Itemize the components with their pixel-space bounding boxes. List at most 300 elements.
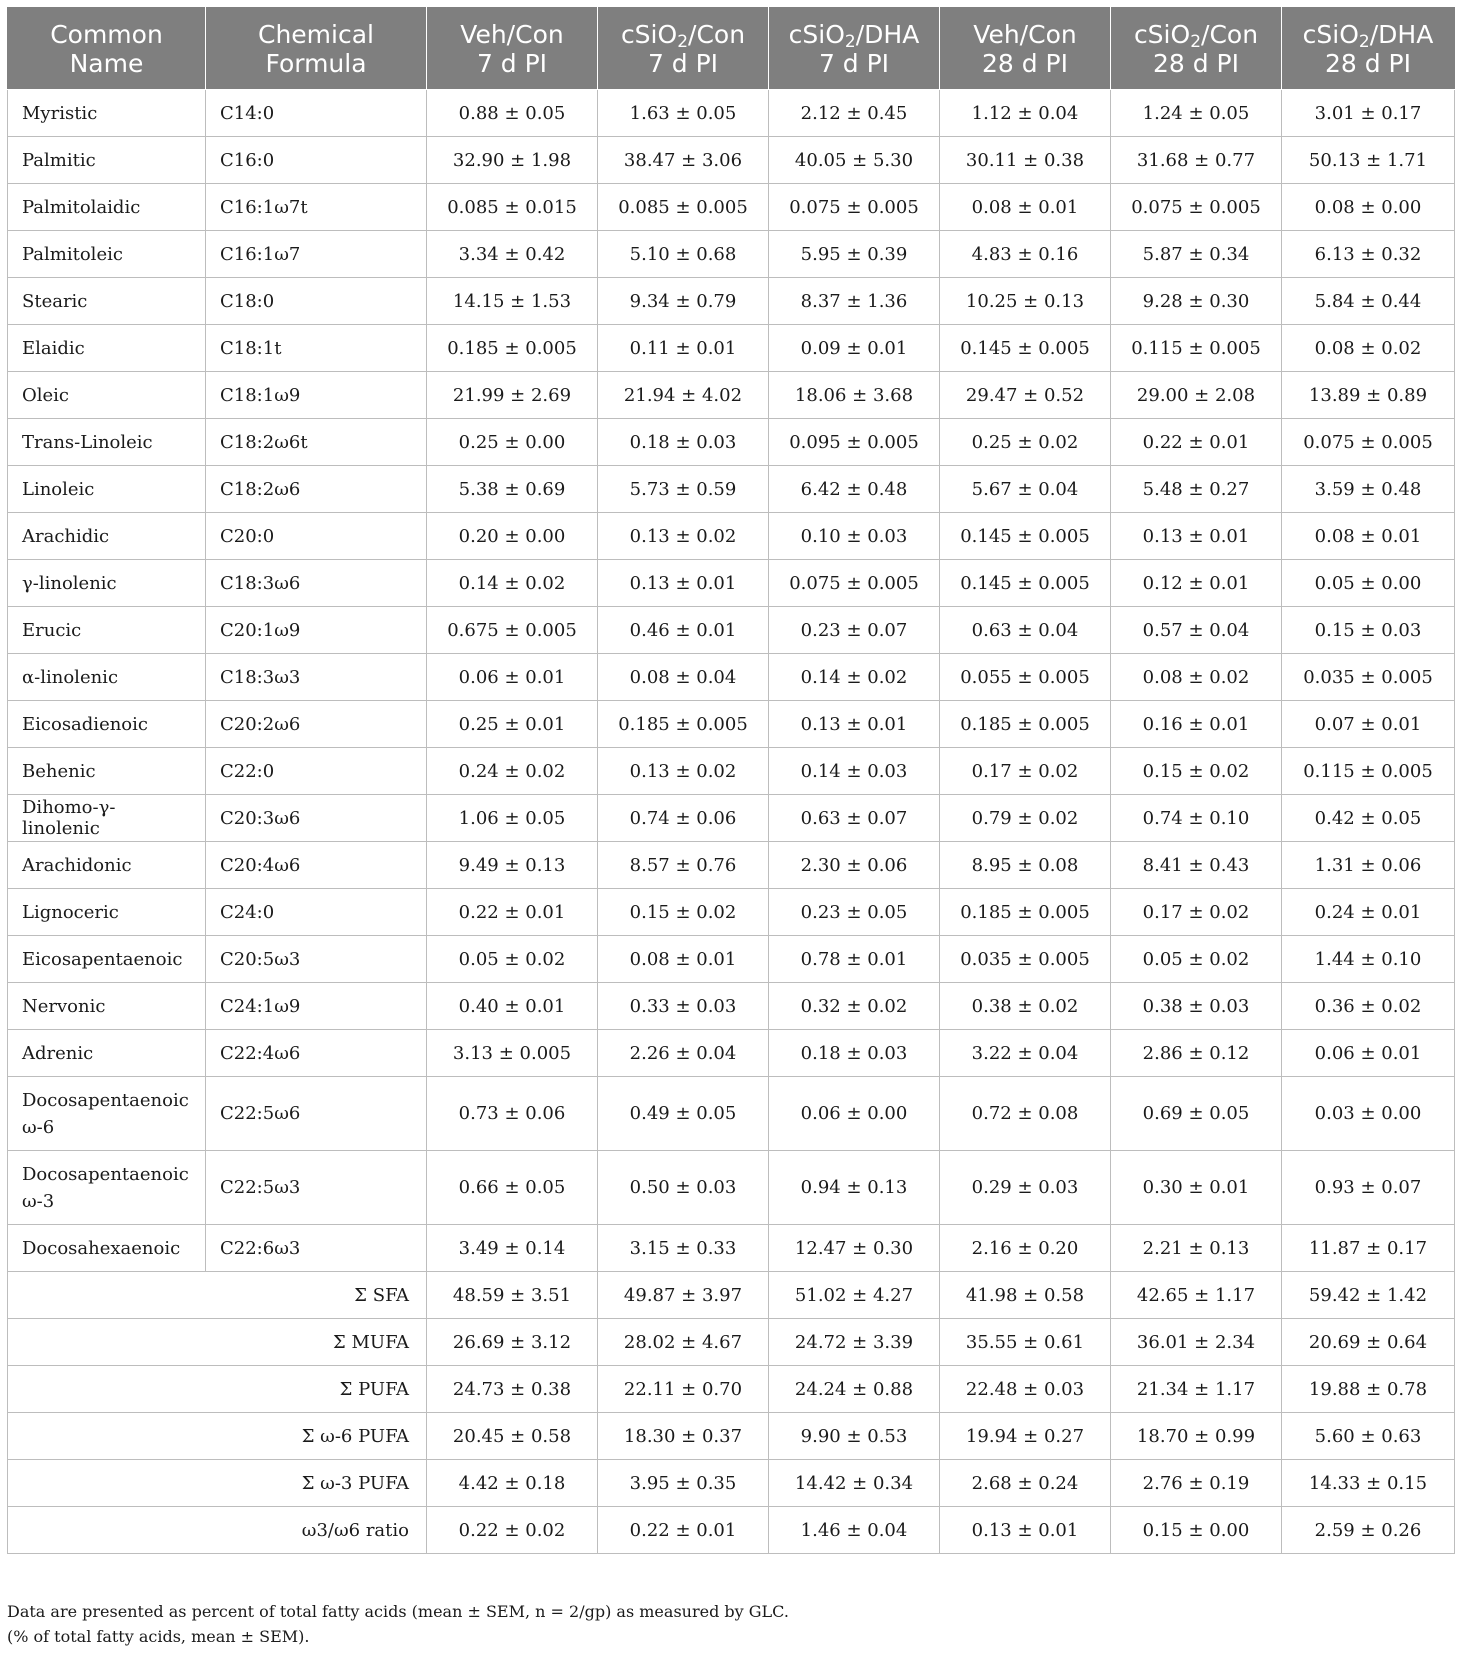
common-name-cell: Lignoceric: [8, 889, 206, 936]
header-line: Veh/Con: [973, 19, 1077, 49]
value-cell: 0.075 ± 0.005: [769, 560, 940, 607]
value-cell: 0.14 ± 0.02: [427, 560, 598, 607]
value-cell: 0.11 ± 0.01: [598, 325, 769, 372]
value-cell: 0.50 ± 0.03: [598, 1151, 769, 1225]
header-line: /DHA: [855, 19, 920, 49]
common-name-cell: Linoleic: [8, 466, 206, 513]
chemical-formula-cell: C22:5ω3: [206, 1151, 427, 1225]
table-body: [8, 90, 1455, 1554]
value-cell: 19.88 ± 0.78: [1282, 1366, 1455, 1413]
value-cell: 0.40 ± 0.01: [427, 983, 598, 1030]
value-cell: 5.67 ± 0.04: [940, 466, 1111, 513]
common-name-cell: Stearic: [8, 278, 206, 325]
table-header-row: [8, 8, 1455, 90]
value-cell: 12.47 ± 0.30: [769, 1225, 940, 1272]
value-cell: 5.48 ± 0.27: [1111, 466, 1282, 513]
table-row: [8, 419, 1455, 466]
value-cell: 0.145 ± 0.005: [940, 560, 1111, 607]
common-name-cell: Dihomo-γ-linolenic: [8, 795, 206, 842]
summary-label-cell: ω3/ω6 ratio: [8, 1507, 427, 1554]
table-row: [8, 1077, 1455, 1151]
value-cell: 0.095 ± 0.005: [769, 419, 940, 466]
value-cell: 0.38 ± 0.03: [1111, 983, 1282, 1030]
header-subscript: 2: [677, 31, 689, 52]
value-cell: 5.95 ± 0.39: [769, 231, 940, 278]
header-line: 28 d PI: [1152, 48, 1240, 78]
value-cell: 36.01 ± 2.34: [1111, 1319, 1282, 1366]
value-cell: 0.145 ± 0.005: [940, 513, 1111, 560]
value-cell: 0.08 ± 0.02: [1282, 325, 1455, 372]
value-cell: 0.14 ± 0.03: [769, 748, 940, 795]
value-cell: 0.36 ± 0.02: [1282, 983, 1455, 1030]
value-cell: 0.14 ± 0.02: [769, 654, 940, 701]
value-cell: 18.06 ± 3.68: [769, 372, 940, 419]
common-name-cell: Adrenic: [8, 1030, 206, 1077]
common-name-cell: Trans-Linoleic: [8, 419, 206, 466]
chemical-formula-cell: C20:3ω6: [206, 795, 427, 842]
value-cell: 0.17 ± 0.02: [1111, 889, 1282, 936]
value-cell: 0.185 ± 0.005: [940, 889, 1111, 936]
value-cell: 0.69 ± 0.05: [1111, 1077, 1282, 1151]
value-cell: 0.23 ± 0.05: [769, 889, 940, 936]
header-line: cSiO: [620, 19, 678, 49]
value-cell: 41.98 ± 0.58: [940, 1272, 1111, 1319]
table-row: [8, 278, 1455, 325]
value-cell: 10.25 ± 0.13: [940, 278, 1111, 325]
value-cell: 0.085 ± 0.005: [598, 184, 769, 231]
chemical-formula-cell: C18:2ω6t: [206, 419, 427, 466]
value-cell: 3.01 ± 0.17: [1282, 90, 1455, 137]
value-cell: 3.59 ± 0.48: [1282, 466, 1455, 513]
value-cell: 18.30 ± 0.37: [598, 1413, 769, 1460]
header-veh-con-7d: [427, 8, 598, 90]
value-cell: 0.20 ± 0.00: [427, 513, 598, 560]
value-cell: 2.59 ± 0.26: [1282, 1507, 1455, 1554]
value-cell: 0.22 ± 0.01: [598, 1507, 769, 1554]
value-cell: 0.115 ± 0.005: [1282, 748, 1455, 795]
value-cell: 0.25 ± 0.00: [427, 419, 598, 466]
chemical-formula-cell: C16:1ω7t: [206, 184, 427, 231]
value-cell: 0.46 ± 0.01: [598, 607, 769, 654]
value-cell: 0.63 ± 0.04: [940, 607, 1111, 654]
value-cell: 1.31 ± 0.06: [1282, 842, 1455, 889]
value-cell: 0.17 ± 0.02: [940, 748, 1111, 795]
chemical-formula-cell: C18:0: [206, 278, 427, 325]
value-cell: 0.57 ± 0.04: [1111, 607, 1282, 654]
value-cell: 0.06 ± 0.01: [427, 654, 598, 701]
value-cell: 3.95 ± 0.35: [598, 1460, 769, 1507]
table-footnotes: [7, 1599, 1454, 1649]
chemical-formula-cell: C20:5ω3: [206, 936, 427, 983]
chemical-formula-cell: C18:2ω6: [206, 466, 427, 513]
table-row: [8, 137, 1455, 184]
value-cell: 4.83 ± 0.16: [940, 231, 1111, 278]
header-line: /DHA: [1369, 19, 1434, 49]
value-cell: 0.73 ± 0.06: [427, 1077, 598, 1151]
common-name-cell: Arachidic: [8, 513, 206, 560]
value-cell: 0.05 ± 0.02: [427, 936, 598, 983]
summary-label-cell: Σ PUFA: [8, 1366, 427, 1413]
value-cell: 21.34 ± 1.17: [1111, 1366, 1282, 1413]
value-cell: 1.12 ± 0.04: [940, 90, 1111, 137]
chemical-formula-cell: C20:0: [206, 513, 427, 560]
value-cell: 0.09 ± 0.01: [769, 325, 940, 372]
value-cell: 30.11 ± 0.38: [940, 137, 1111, 184]
table-row: [8, 372, 1455, 419]
chemical-formula-cell: C14:0: [206, 90, 427, 137]
value-cell: 0.15 ± 0.00: [1111, 1507, 1282, 1554]
header-line: 7 d PI: [818, 48, 890, 78]
table-row: [8, 560, 1455, 607]
value-cell: 24.72 ± 3.39: [769, 1319, 940, 1366]
common-name-cell: Palmitic: [8, 137, 206, 184]
value-cell: 0.06 ± 0.00: [769, 1077, 940, 1151]
common-name-cell: Docosahexaenoic: [8, 1225, 206, 1272]
footnote: Data are presented as percent of total fatty acids (mean ± SEM, n = 2/gp) as measured by GLC.: [7, 1602, 789, 1621]
value-cell: 0.185 ± 0.005: [940, 701, 1111, 748]
value-cell: 20.45 ± 0.58: [427, 1413, 598, 1460]
header-line: cSiO: [1302, 19, 1359, 49]
table-row: [8, 748, 1455, 795]
summary-label-cell: Σ SFA: [8, 1272, 427, 1319]
value-cell: 6.13 ± 0.32: [1282, 231, 1455, 278]
value-cell: 0.13 ± 0.02: [598, 748, 769, 795]
header-line: 28 d PI: [981, 48, 1069, 78]
header-csio2-dha-28d: [1282, 8, 1455, 90]
header-csio2-dha-7d: [769, 8, 940, 90]
chemical-formula-cell: C22:6ω3: [206, 1225, 427, 1272]
value-cell: 0.13 ± 0.02: [598, 513, 769, 560]
value-cell: 21.99 ± 2.69: [427, 372, 598, 419]
summary-label-cell: Σ MUFA: [8, 1319, 427, 1366]
value-cell: 0.22 ± 0.01: [1111, 419, 1282, 466]
chemical-formula-cell: C18:1ω9: [206, 372, 427, 419]
value-cell: 0.16 ± 0.01: [1111, 701, 1282, 748]
value-cell: 0.145 ± 0.005: [940, 325, 1111, 372]
value-cell: 0.25 ± 0.01: [427, 701, 598, 748]
common-name-cell: γ-linolenic: [8, 560, 206, 607]
value-cell: 0.035 ± 0.005: [940, 936, 1111, 983]
value-cell: 0.79 ± 0.02: [940, 795, 1111, 842]
value-cell: 0.22 ± 0.02: [427, 1507, 598, 1554]
value-cell: 2.16 ± 0.20: [940, 1225, 1111, 1272]
value-cell: 29.47 ± 0.52: [940, 372, 1111, 419]
value-cell: 5.38 ± 0.69: [427, 466, 598, 513]
value-cell: 29.00 ± 2.08: [1111, 372, 1282, 419]
chemical-formula-cell: C24:1ω9: [206, 983, 427, 1030]
value-cell: 1.06 ± 0.05: [427, 795, 598, 842]
value-cell: 0.24 ± 0.01: [1282, 889, 1455, 936]
header-subscript: 2: [1190, 31, 1202, 52]
value-cell: 0.66 ± 0.05: [427, 1151, 598, 1225]
value-cell: 59.42 ± 1.42: [1282, 1272, 1455, 1319]
value-cell: 0.33 ± 0.03: [598, 983, 769, 1030]
table-row: [8, 90, 1455, 137]
summary-row: [8, 1366, 1455, 1413]
header-line: 7 d PI: [476, 48, 548, 78]
value-cell: 0.13 ± 0.01: [1111, 513, 1282, 560]
value-cell: 0.38 ± 0.02: [940, 983, 1111, 1030]
value-cell: 3.13 ± 0.005: [427, 1030, 598, 1077]
value-cell: 0.78 ± 0.01: [769, 936, 940, 983]
value-cell: 0.08 ± 0.01: [1282, 513, 1455, 560]
value-cell: 0.08 ± 0.01: [940, 184, 1111, 231]
value-cell: 0.075 ± 0.005: [1282, 419, 1455, 466]
value-cell: 9.34 ± 0.79: [598, 278, 769, 325]
header-csio2-con-28d: [1111, 8, 1282, 90]
fatty-acid-table: [7, 7, 1455, 1554]
value-cell: 3.15 ± 0.33: [598, 1225, 769, 1272]
value-cell: 2.86 ± 0.12: [1111, 1030, 1282, 1077]
value-cell: 50.13 ± 1.71: [1282, 137, 1455, 184]
value-cell: 9.90 ± 0.53: [769, 1413, 940, 1460]
value-cell: 0.25 ± 0.02: [940, 419, 1111, 466]
value-cell: 0.675 ± 0.005: [427, 607, 598, 654]
value-cell: 0.15 ± 0.02: [598, 889, 769, 936]
value-cell: 0.42 ± 0.05: [1282, 795, 1455, 842]
common-name-cell: [8, 1151, 206, 1225]
value-cell: 42.65 ± 1.17: [1111, 1272, 1282, 1319]
value-cell: 13.89 ± 0.89: [1282, 372, 1455, 419]
chemical-formula-cell: C16:1ω7: [206, 231, 427, 278]
value-cell: 22.48 ± 0.03: [940, 1366, 1111, 1413]
chemical-formula-cell: C18:3ω6: [206, 560, 427, 607]
value-cell: 0.10 ± 0.03: [769, 513, 940, 560]
value-cell: 5.87 ± 0.34: [1111, 231, 1282, 278]
header-veh-con-28d: [940, 8, 1111, 90]
header-line: cSiO: [1133, 19, 1191, 49]
common-name-cell: Elaidic: [8, 325, 206, 372]
common-name-cell: Erucic: [8, 607, 206, 654]
value-cell: 40.05 ± 5.30: [769, 137, 940, 184]
value-cell: 0.63 ± 0.07: [769, 795, 940, 842]
chemical-formula-cell: C18:3ω3: [206, 654, 427, 701]
table-row: [8, 795, 1455, 842]
value-cell: 5.73 ± 0.59: [598, 466, 769, 513]
header-common-name: Common Name: [8, 8, 206, 90]
value-cell: 0.13 ± 0.01: [769, 701, 940, 748]
value-cell: 18.70 ± 0.99: [1111, 1413, 1282, 1460]
value-cell: 8.95 ± 0.08: [940, 842, 1111, 889]
summary-row: [8, 1507, 1455, 1554]
value-cell: 0.88 ± 0.05: [427, 90, 598, 137]
value-cell: 0.18 ± 0.03: [598, 419, 769, 466]
value-cell: 0.085 ± 0.015: [427, 184, 598, 231]
summary-label-cell: Σ ω-3 PUFA: [8, 1460, 427, 1507]
value-cell: 0.035 ± 0.005: [1282, 654, 1455, 701]
common-name-cell: Palmitoleic: [8, 231, 206, 278]
table-row: [8, 466, 1455, 513]
value-cell: 9.28 ± 0.30: [1111, 278, 1282, 325]
common-name-cell: [8, 1077, 206, 1151]
footnote: (% of total fatty acids, mean ± SEM).: [7, 1627, 310, 1646]
common-name-cell: Myristic: [8, 90, 206, 137]
common-name-line: ω-6: [22, 1116, 55, 1138]
common-name-line: Docosapentaenoic: [22, 1163, 189, 1185]
value-cell: 51.02 ± 4.27: [769, 1272, 940, 1319]
chemical-formula-cell: C16:0: [206, 137, 427, 184]
value-cell: 0.03 ± 0.00: [1282, 1077, 1455, 1151]
table-row: [8, 1151, 1455, 1225]
summary-label-cell: Σ ω-6 PUFA: [8, 1413, 427, 1460]
common-name-line: Docosapentaenoic: [22, 1089, 189, 1111]
value-cell: 0.185 ± 0.005: [427, 325, 598, 372]
value-cell: 0.32 ± 0.02: [769, 983, 940, 1030]
value-cell: 5.84 ± 0.44: [1282, 278, 1455, 325]
value-cell: 2.30 ± 0.06: [769, 842, 940, 889]
value-cell: 38.47 ± 3.06: [598, 137, 769, 184]
value-cell: 0.075 ± 0.005: [1111, 184, 1282, 231]
header-line: /Con: [688, 19, 746, 49]
summary-row: [8, 1272, 1455, 1319]
chemical-formula-cell: C20:4ω6: [206, 842, 427, 889]
value-cell: 5.10 ± 0.68: [598, 231, 769, 278]
value-cell: 4.42 ± 0.18: [427, 1460, 598, 1507]
common-name-line: ω-3: [22, 1190, 55, 1212]
header-line: 7 d PI: [647, 48, 719, 78]
value-cell: 3.49 ± 0.14: [427, 1225, 598, 1272]
value-cell: 0.49 ± 0.05: [598, 1077, 769, 1151]
common-name-cell: Arachidonic: [8, 842, 206, 889]
value-cell: 24.73 ± 0.38: [427, 1366, 598, 1413]
value-cell: 5.60 ± 0.63: [1282, 1413, 1455, 1460]
header-subscript: 2: [844, 31, 856, 52]
value-cell: 0.08 ± 0.00: [1282, 184, 1455, 231]
value-cell: 0.185 ± 0.005: [598, 701, 769, 748]
value-cell: 0.72 ± 0.08: [940, 1077, 1111, 1151]
value-cell: 0.30 ± 0.01: [1111, 1151, 1282, 1225]
common-name-cell: Eicosapentaenoic: [8, 936, 206, 983]
value-cell: 2.68 ± 0.24: [940, 1460, 1111, 1507]
value-cell: 8.37 ± 1.36: [769, 278, 940, 325]
table-row: [8, 1225, 1455, 1272]
value-cell: 8.41 ± 0.43: [1111, 842, 1282, 889]
header-chemical-formula: Chemical Formula: [206, 8, 427, 90]
value-cell: 14.42 ± 0.34: [769, 1460, 940, 1507]
chemical-formula-cell: C20:1ω9: [206, 607, 427, 654]
value-cell: 0.05 ± 0.02: [1111, 936, 1282, 983]
table-row: [8, 654, 1455, 701]
value-cell: 0.12 ± 0.01: [1111, 560, 1282, 607]
value-cell: 0.075 ± 0.005: [769, 184, 940, 231]
header-line: Veh/Con: [460, 19, 564, 49]
common-name-cell: Eicosadienoic: [8, 701, 206, 748]
table-row: [8, 513, 1455, 560]
table-row: [8, 184, 1455, 231]
header-csio2-con-7d: [598, 8, 769, 90]
value-cell: 3.22 ± 0.04: [940, 1030, 1111, 1077]
value-cell: 8.57 ± 0.76: [598, 842, 769, 889]
value-cell: 20.69 ± 0.64: [1282, 1319, 1455, 1366]
value-cell: 0.13 ± 0.01: [598, 560, 769, 607]
chemical-formula-cell: C24:0: [206, 889, 427, 936]
value-cell: 31.68 ± 0.77: [1111, 137, 1282, 184]
chemical-formula-cell: C22:4ω6: [206, 1030, 427, 1077]
value-cell: 2.21 ± 0.13: [1111, 1225, 1282, 1272]
fatty-acid-table-container: [7, 7, 1454, 1554]
table-row: [8, 231, 1455, 278]
common-name-cell: Palmitolaidic: [8, 184, 206, 231]
value-cell: 32.90 ± 1.98: [427, 137, 598, 184]
summary-row: [8, 1413, 1455, 1460]
value-cell: 0.07 ± 0.01: [1282, 701, 1455, 748]
value-cell: 0.74 ± 0.10: [1111, 795, 1282, 842]
value-cell: 0.22 ± 0.01: [427, 889, 598, 936]
value-cell: 48.59 ± 3.51: [427, 1272, 598, 1319]
header-line: cSiO: [788, 19, 845, 49]
summary-row: [8, 1319, 1455, 1366]
value-cell: 0.23 ± 0.07: [769, 607, 940, 654]
value-cell: 2.26 ± 0.04: [598, 1030, 769, 1077]
value-cell: 0.055 ± 0.005: [940, 654, 1111, 701]
value-cell: 0.15 ± 0.02: [1111, 748, 1282, 795]
value-cell: 0.18 ± 0.03: [769, 1030, 940, 1077]
value-cell: 0.29 ± 0.03: [940, 1151, 1111, 1225]
summary-row: [8, 1460, 1455, 1507]
table-row: [8, 983, 1455, 1030]
chemical-formula-cell: C18:1t: [206, 325, 427, 372]
value-cell: 22.11 ± 0.70: [598, 1366, 769, 1413]
table-row: [8, 701, 1455, 748]
value-cell: 0.24 ± 0.02: [427, 748, 598, 795]
value-cell: 6.42 ± 0.48: [769, 466, 940, 513]
value-cell: 2.12 ± 0.45: [769, 90, 940, 137]
value-cell: 0.94 ± 0.13: [769, 1151, 940, 1225]
value-cell: 28.02 ± 4.67: [598, 1319, 769, 1366]
value-cell: 21.94 ± 4.02: [598, 372, 769, 419]
value-cell: 49.87 ± 3.97: [598, 1272, 769, 1319]
value-cell: 14.15 ± 1.53: [427, 278, 598, 325]
value-cell: 0.15 ± 0.03: [1282, 607, 1455, 654]
value-cell: 19.94 ± 0.27: [940, 1413, 1111, 1460]
value-cell: 0.08 ± 0.04: [598, 654, 769, 701]
chemical-formula-cell: C22:5ω6: [206, 1077, 427, 1151]
common-name-cell: Nervonic: [8, 983, 206, 1030]
value-cell: 11.87 ± 0.17: [1282, 1225, 1455, 1272]
common-name-cell: Behenic: [8, 748, 206, 795]
value-cell: 0.13 ± 0.01: [940, 1507, 1111, 1554]
value-cell: 14.33 ± 0.15: [1282, 1460, 1455, 1507]
common-name-cell: Oleic: [8, 372, 206, 419]
value-cell: 1.46 ± 0.04: [769, 1507, 940, 1554]
table-row: [8, 1030, 1455, 1077]
table-row: [8, 842, 1455, 889]
value-cell: 3.34 ± 0.42: [427, 231, 598, 278]
chemical-formula-cell: C22:0: [206, 748, 427, 795]
header-line: 28 d PI: [1324, 48, 1412, 78]
value-cell: 26.69 ± 3.12: [427, 1319, 598, 1366]
value-cell: 24.24 ± 0.88: [769, 1366, 940, 1413]
value-cell: 0.08 ± 0.02: [1111, 654, 1282, 701]
value-cell: 0.08 ± 0.01: [598, 936, 769, 983]
value-cell: 1.44 ± 0.10: [1282, 936, 1455, 983]
value-cell: 1.24 ± 0.05: [1111, 90, 1282, 137]
table-row: [8, 889, 1455, 936]
table-row: [8, 607, 1455, 654]
value-cell: 1.63 ± 0.05: [598, 90, 769, 137]
value-cell: 2.76 ± 0.19: [1111, 1460, 1282, 1507]
header-subscript: 2: [1358, 31, 1370, 52]
table-row: [8, 936, 1455, 983]
chemical-formula-cell: C20:2ω6: [206, 701, 427, 748]
common-name-cell: α-linolenic: [8, 654, 206, 701]
value-cell: 0.93 ± 0.07: [1282, 1151, 1455, 1225]
value-cell: 35.55 ± 0.61: [940, 1319, 1111, 1366]
table-row: [8, 325, 1455, 372]
value-cell: 0.06 ± 0.01: [1282, 1030, 1455, 1077]
value-cell: 0.74 ± 0.06: [598, 795, 769, 842]
value-cell: 0.115 ± 0.005: [1111, 325, 1282, 372]
